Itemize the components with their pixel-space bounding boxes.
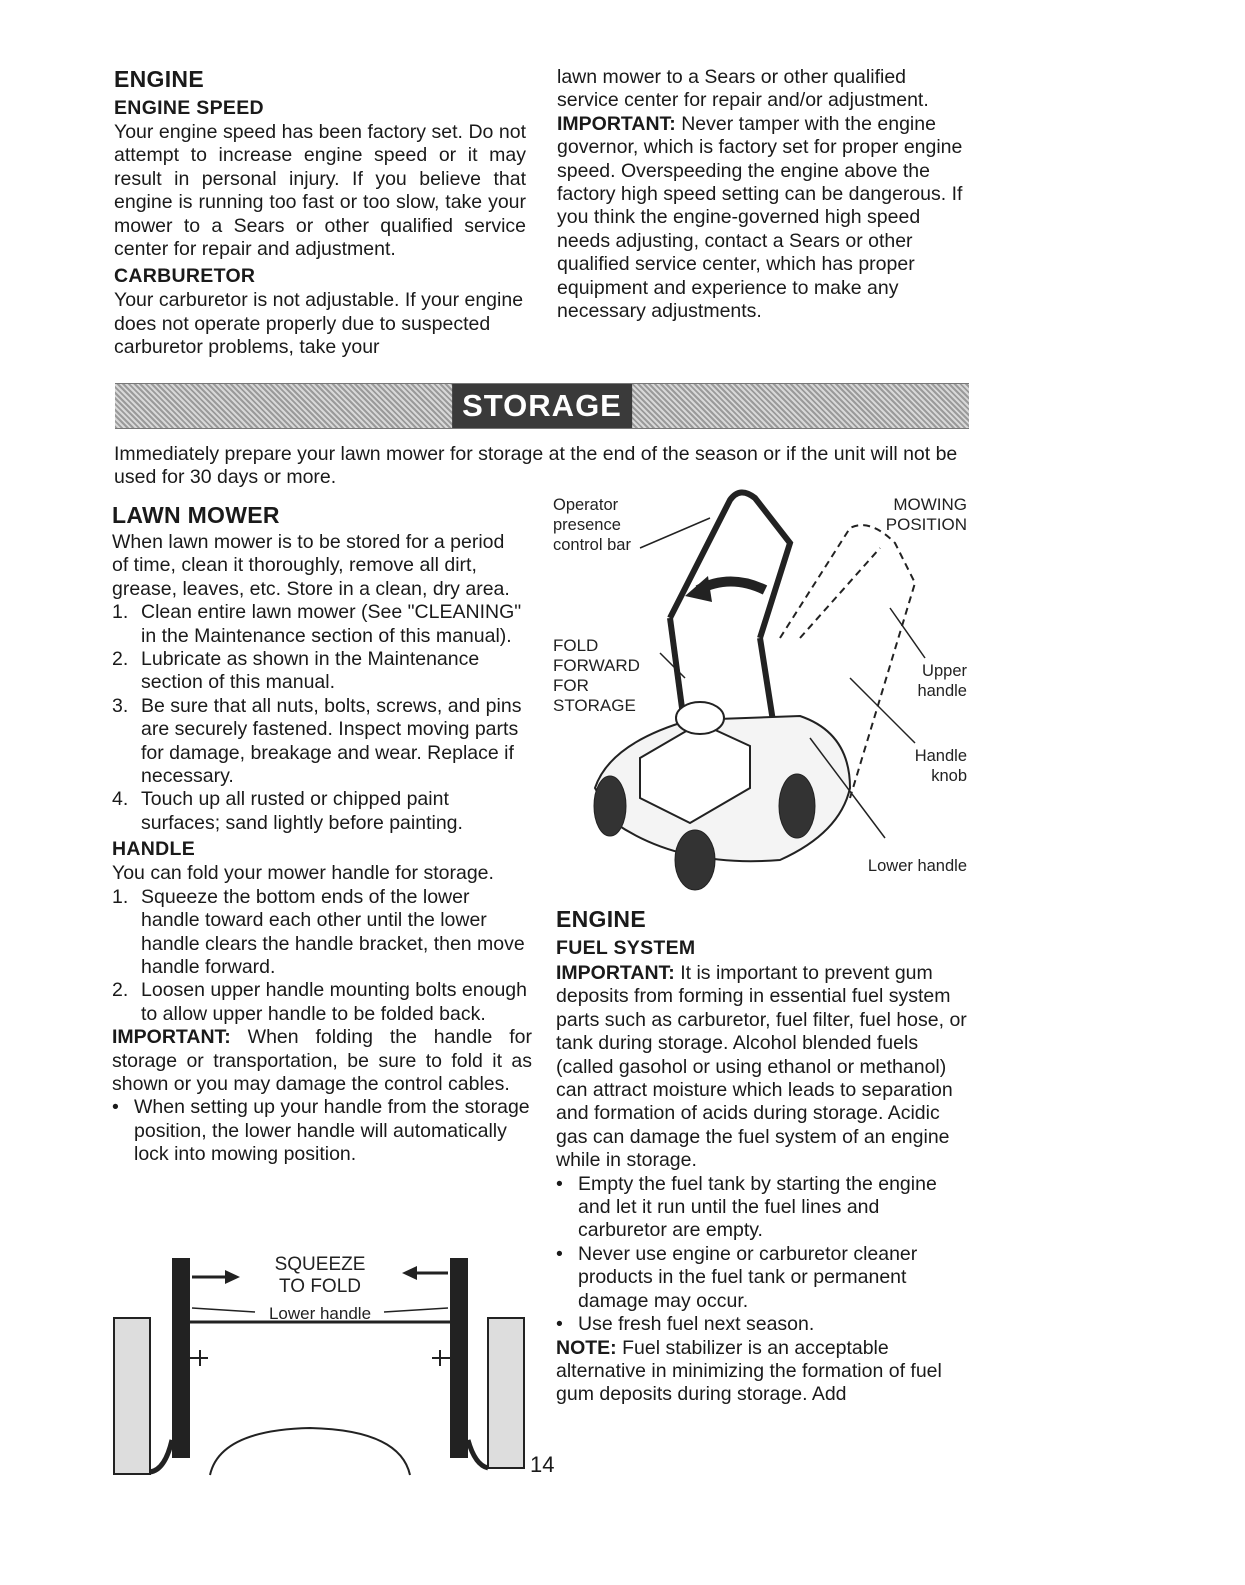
engine-heading-2: ENGINE [556, 906, 646, 932]
list-item: • Empty the fuel tank by starting the engine and let it run until the fuel lines and carburetor are empty. [556, 1172, 937, 1242]
squeeze-arrow-right [225, 1270, 240, 1284]
lawn-mower-heading: LAWN MOWER [112, 502, 280, 528]
important-label: IMPORTANT: [112, 1026, 231, 1049]
fuel-bullets [556, 1173, 971, 1337]
list-item: 4. Touch up all rusted or chipped paint surfaces; sand lightly before painting. [112, 788, 463, 834]
engine-section-left [114, 64, 526, 360]
fuel-system-section [556, 904, 971, 1407]
handle-heading: HANDLE [112, 838, 196, 861]
fold-handle-figure [110, 1240, 535, 1480]
mower-figure [550, 488, 975, 898]
mowing-label: MOWING [893, 495, 967, 514]
page-number: 14 [530, 1452, 555, 1477]
forward-label: FORWARD [553, 656, 640, 675]
squeeze-arrow-left [402, 1266, 417, 1280]
left-handle-bar [172, 1258, 190, 1458]
upper-label: Upper [922, 662, 967, 680]
important-label: IMPORTANT: [557, 112, 676, 135]
engine-heading: ENGINE [114, 66, 204, 92]
handle-important-text: When folding the handle for storage or transportation, be sure to fold it as shown or you may damage the control cables. [112, 1026, 532, 1095]
rear-left-wheel [594, 776, 626, 836]
for-label: FOR [553, 676, 589, 695]
presence-label: presence [553, 516, 621, 534]
rear-right-wheel [779, 774, 815, 838]
storage-intro: Immediately prepare your lawn mower for storage at the end of the season or if the unit will not be used for 30 days or more. [114, 443, 958, 489]
engine-speed-text: Your engine speed has been factory set. Do not attempt to increase engine speed or it may result in personal injury. If you believe that engine is running too fast or too slow, take your mower to a Sears or other qualified service center for repair and adjustment. [114, 121, 526, 261]
carburetor-text: Your carburetor is not adjustable. If your engine does not operate properly due to suspected carburetor problems, take your [114, 289, 524, 359]
carburetor-heading: CARBURETOR [114, 265, 256, 288]
storage-label: STORAGE [553, 696, 636, 715]
lower-handle-label: Lower handle [867, 857, 967, 875]
handle-important [112, 1026, 532, 1096]
handle-knob-label-1: Handle [914, 747, 967, 765]
governor-important-text: Never tamper with the engine governor, which is factory set for proper engine speed. Overspeeding the engine above the factory high speed setting can be dangerous. If you think the engine-governed high speed needs adjusting, contact a Sears or other qualified service center, which has proper equipment and experience to make any necessary adjustments. [557, 112, 963, 323]
handle-steps [112, 886, 532, 1026]
lower-handle-label: Lower handle [268, 1304, 372, 1323]
list-item: 1. Squeeze the bottom ends of the lower handle toward each other until the lower handle clears the handle bracket, then move handle forward. [112, 885, 525, 978]
list-item: 3. Be sure that all nuts, bolts, screws, and pins are securely fastened. Inspect moving parts for damage, breakage and wear. Replace if necessary. [112, 694, 522, 788]
fuel-important-text: It is important to prevent gum deposits from forming in essential fuel system parts such as carburetor, fuel filter, fuel hose, or tank during storage. Alcohol blended fuels (called gasohol or using ethanol or methanol) can attract moisture which leads to separation and formation of acids during storage. Acidic gas can damage the fuel system of an engine while in storage. [556, 962, 967, 1172]
engine-speed-heading: ENGINE SPEED [114, 97, 264, 119]
handle-text: You can fold your mower handle for storage. [112, 862, 494, 885]
lawn-mower-steps [112, 601, 532, 835]
list-item: 2. Loosen upper handle mounting bolts enough to allow upper handle to be folded back. [112, 979, 527, 1025]
right-handle-bar [450, 1258, 468, 1458]
squeeze-label: SQUEEZE [274, 1254, 366, 1275]
fuel-note [556, 1337, 971, 1407]
fuel-note-text: Fuel stabilizer is an acceptable alternative in minimizing the formation of fuel gum deposits during storage. Add [556, 1336, 942, 1406]
to-fold-label: TO FOLD [279, 1276, 361, 1297]
handle-bullets [112, 1096, 532, 1166]
list-item: • Use fresh fuel next season. [556, 1313, 815, 1336]
list-item: • When setting up your handle from the storage position, the lower handle will automatically lock into mowing position. [112, 1096, 530, 1166]
fuel-system-heading: FUEL SYSTEM [556, 937, 696, 959]
fold-label: FOLD [553, 636, 599, 655]
governor-important [557, 113, 969, 324]
lawn-mower-section [112, 500, 532, 1167]
left-wheel [114, 1318, 150, 1474]
control-bar-label: control bar [553, 536, 631, 554]
carburetor-text-continued: lawn mower to a Sears or other qualified service center for repair and/or adjustment. [557, 66, 929, 112]
storage-banner [115, 383, 969, 429]
list-item: • Never use engine or carburetor cleaner products in the fuel tank or permanent damage may occur. [556, 1242, 918, 1312]
position-label: POSITION [885, 515, 967, 534]
list-item: 2. Lubricate as shown in the Maintenance section of this manual. [112, 648, 480, 694]
lawn-mower-text: When lawn mower is to be stored for a period of time, clean it thoroughly, remove all dirt, grease, leaves, etc. Store in a clean, dry area. [112, 531, 510, 600]
list-item: 1. Clean entire lawn mower (See "CLEANING" in the Maintenance section of this manual). [112, 601, 522, 647]
storage-banner-title: STORAGE [452, 384, 632, 428]
fuel-important [556, 962, 971, 1173]
handle-knob-label-2: knob [931, 767, 967, 785]
note-label: NOTE: [556, 1336, 617, 1359]
operator-label: Operator [553, 496, 619, 514]
important-label: IMPORTANT: [556, 962, 675, 984]
right-wheel [488, 1318, 524, 1468]
front-wheel [675, 830, 715, 890]
engine-section-right [557, 66, 969, 323]
upper-handle-label: handle [917, 682, 967, 700]
